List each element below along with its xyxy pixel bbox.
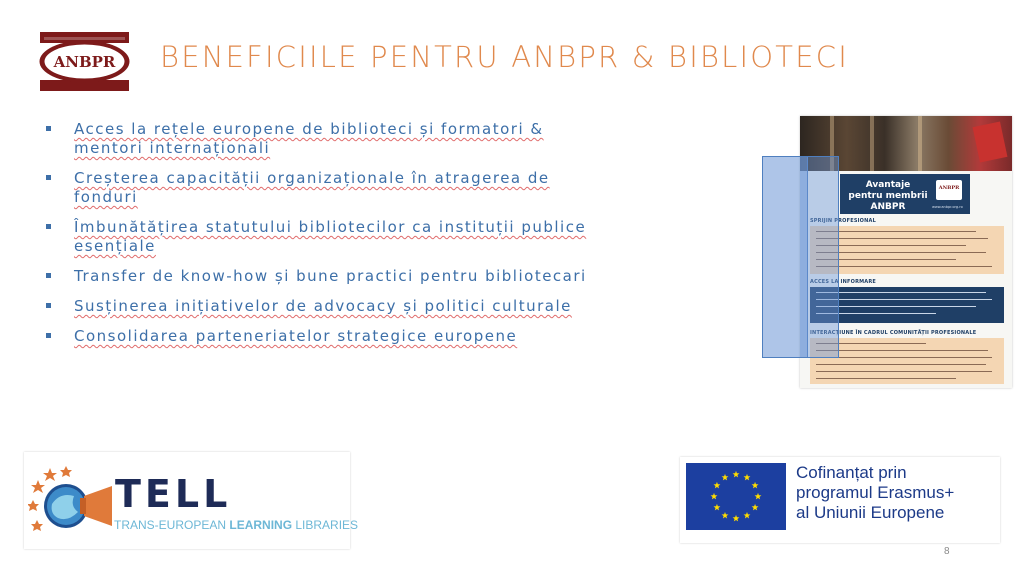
flyer-url: www.anbpr.org.ro xyxy=(932,205,963,209)
bullet-text: Transfer de know-how și bune practici pentru bibliotecari xyxy=(74,267,587,285)
benefits-list xyxy=(45,120,605,357)
bullet-square-icon xyxy=(46,333,51,338)
flyer-banner-title: Avantaje pentru membrii ANBPR xyxy=(848,180,928,212)
flyer-section-box xyxy=(810,338,1004,384)
flyer-shelf-light xyxy=(918,116,922,171)
flyer-section-title: INTERACȚIUNE ÎN CADRUL COMUNITĂȚII PROFESIONALE xyxy=(810,330,977,336)
selection-overlay xyxy=(800,156,839,358)
eu-line: Cofinanțat prin xyxy=(796,463,907,482)
flyer-banner-logo-text: ANBPR xyxy=(938,185,960,191)
flyer-section-title: SPRIJIN PROFESIONAL xyxy=(810,218,876,224)
anbpr-logo-text: ANBPR xyxy=(53,53,116,71)
list-item xyxy=(45,327,605,346)
list-item xyxy=(45,120,605,158)
bullet-text: Îmbunătățirea statutului bibliotecilor ca instituții publice esențiale xyxy=(74,218,587,255)
tell-globe-icon xyxy=(28,466,114,540)
eu-flag-icon xyxy=(686,463,786,530)
list-item xyxy=(45,169,605,207)
bullet-text: Susținerea inițiativelor de advocacy și politici culturale xyxy=(74,297,572,315)
anbpr-logo-icon xyxy=(36,28,133,95)
eu-cofunding-text xyxy=(796,463,996,523)
flyer-banner-logo xyxy=(936,180,962,200)
tell-logo xyxy=(24,452,359,549)
list-item xyxy=(45,267,605,286)
bullet-square-icon xyxy=(46,273,51,278)
flyer-section-box xyxy=(810,287,1004,323)
tell-logo-text: TELL xyxy=(115,472,232,516)
bullet-text: Acces la rețele europene de biblioteci și formatori & mentori internaționali xyxy=(74,120,544,157)
bullet-square-icon xyxy=(46,175,51,180)
tell-logo-subtitle: TRANS-EUROPEAN LEARNING LIBRARIES xyxy=(114,518,359,532)
bullet-square-icon xyxy=(46,126,51,131)
page-title: BENEFICIILE PENTRU ANBPR & BIBLIOTECI xyxy=(160,40,849,74)
bullet-square-icon xyxy=(46,303,51,308)
page-number: 8 xyxy=(944,546,950,557)
flyer-shelf-light xyxy=(870,116,874,171)
flyer-section-box xyxy=(810,226,1004,274)
flyer-section-title: ACCES LA INFORMARE xyxy=(810,279,877,285)
eu-cofunding-logo xyxy=(680,457,1000,543)
eu-line: al Uniunii Europene xyxy=(796,503,945,522)
list-item xyxy=(45,218,605,256)
list-item xyxy=(45,297,605,316)
bullet-square-icon xyxy=(46,224,51,229)
bullet-text: Consolidarea parteneriatelor strategice europene xyxy=(74,327,518,345)
eu-line: programul Erasmus+ xyxy=(796,483,955,502)
bullet-text: Creșterea capacității organizaționale în atragerea de fonduri xyxy=(74,169,550,206)
